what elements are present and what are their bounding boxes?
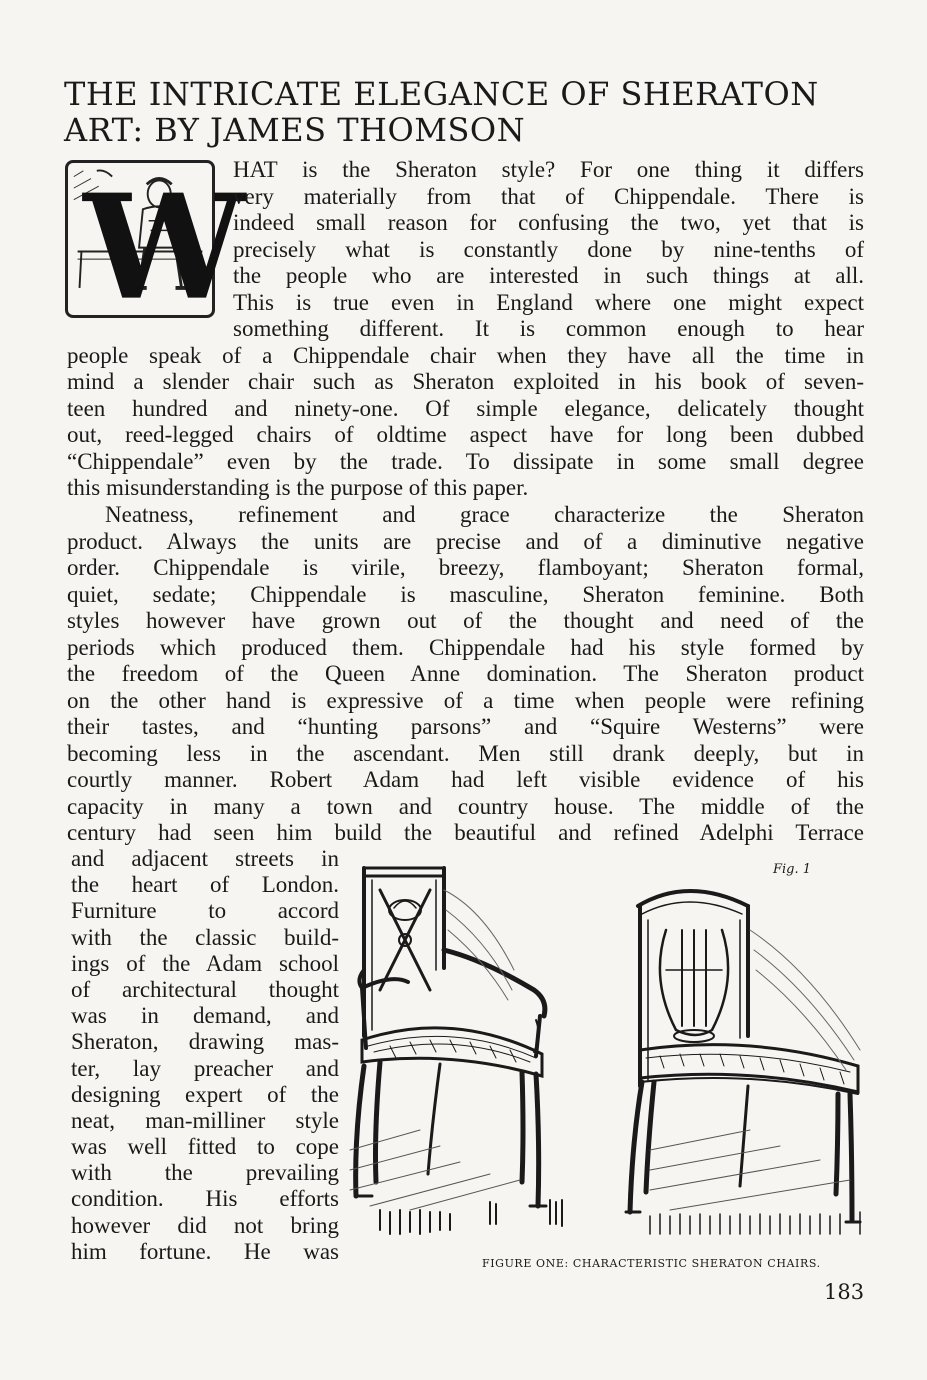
text-line: was well fitted to cope [71, 1134, 339, 1160]
title-line: ART: BY JAMES THOMSON [64, 111, 526, 149]
figure-mark: Fig. 1 [773, 862, 812, 877]
page-number: 183 [824, 1280, 865, 1304]
text-line: product. Always the units are precise and of a diminutive negative [67, 528, 864, 554]
text-line: Neatness, refinement and grace characterize the Sheraton [105, 502, 864, 527]
text-line: designing expert of the [71, 1081, 339, 1107]
text-line: with the prevailing [71, 1160, 339, 1186]
text-line: something different. It is common enough to hear [233, 316, 864, 341]
paragraph-2-continued [71, 846, 339, 1265]
text-line: people speak of a Chippendale chair when they have all the time in [67, 342, 864, 368]
text-line: on the other hand is expressive of a time when people were refining [67, 687, 864, 713]
text-line: their tastes, and “hunting parsons” and “Squire Westerns” were [67, 714, 864, 739]
text-line: Sheraton, drawing mas- [71, 1029, 339, 1055]
text-line: precisely what is constantly done by nine-tenths of [233, 236, 864, 262]
text-line: this misunderstanding is the purpose of this paper. [67, 475, 529, 500]
text-line: out, reed-legged chairs of oldtime aspect have for long been dubbed [67, 422, 864, 447]
text-line: the freedom of the Queen Anne domination. The Sheraton product [67, 661, 864, 686]
text-line: the people who are interested in such things at all. [233, 263, 864, 288]
text-line: teen hundred and ninety-one. Of simple elegance, delicately thought [67, 395, 864, 421]
text-line: him fortune. He was [71, 1238, 339, 1264]
text-line: This is true even in England where one might expect [233, 289, 864, 315]
text-line: ter, lay preacher and [71, 1055, 339, 1081]
text-line: “Chippendale” even by the trade. To dissipate in some small degree [67, 448, 864, 474]
text-line: HAT is the Sheraton style? For one thing it differs [233, 157, 864, 182]
text-line: indeed small reason for confusing the two, yet that is [233, 210, 864, 235]
text-line: condition. His efforts [71, 1186, 339, 1212]
dropcap-letter: W [83, 162, 246, 332]
paragraph-2 [67, 502, 864, 847]
paragraph-1 [67, 157, 864, 502]
title-line: THE INTRICATE ELEGANCE OF SHERATON [64, 75, 819, 113]
text-line: order. Chippendale is virile, breezy, flamboyant; Sheraton formal, [67, 555, 864, 580]
text-line: periods which produced them. Chippendale had his style formed by [67, 634, 864, 660]
text-line: mind a slender chair such as Sheraton exploited in his book of seven- [67, 369, 864, 394]
text-line: Furniture to accord [71, 898, 339, 924]
text-line: very materially from that of Chippendale. There is [233, 183, 864, 209]
text-line: and adjacent streets in [71, 846, 339, 871]
text-line: courtly manner. Robert Adam had left visible evidence of his [67, 767, 864, 792]
text-line: becoming less in the ascendant. Men still drank deeply, but in [67, 740, 864, 766]
text-line: neat, man-milliner style [71, 1107, 339, 1133]
text-line: capacity in many a town and country house. The middle of the [67, 793, 864, 819]
article-title [64, 76, 864, 148]
text-line: ings of the Adam school [71, 950, 339, 976]
sheraton-chairs-icon [350, 850, 890, 1240]
text-line: century had seen him build the beautiful and refined Adelphi Terrace [67, 820, 864, 845]
text-line: quiet, sedate; Chippendale is masculine, Sheraton feminine. Both [67, 581, 864, 607]
figure-caption: FIGURE ONE: CHARACTERISTIC SHERATON CHAIRS. [482, 1257, 821, 1270]
text-line: of architectural thought [71, 976, 339, 1002]
chairs-illustration [350, 850, 890, 1240]
text-line: with the classic build- [71, 924, 339, 950]
text-line: the heart of London. [71, 872, 339, 898]
text-line: styles however have grown out of the thought and need of the [67, 608, 864, 633]
text-line: was in demand, and [71, 1003, 339, 1029]
text-line: however did not bring [71, 1212, 339, 1238]
